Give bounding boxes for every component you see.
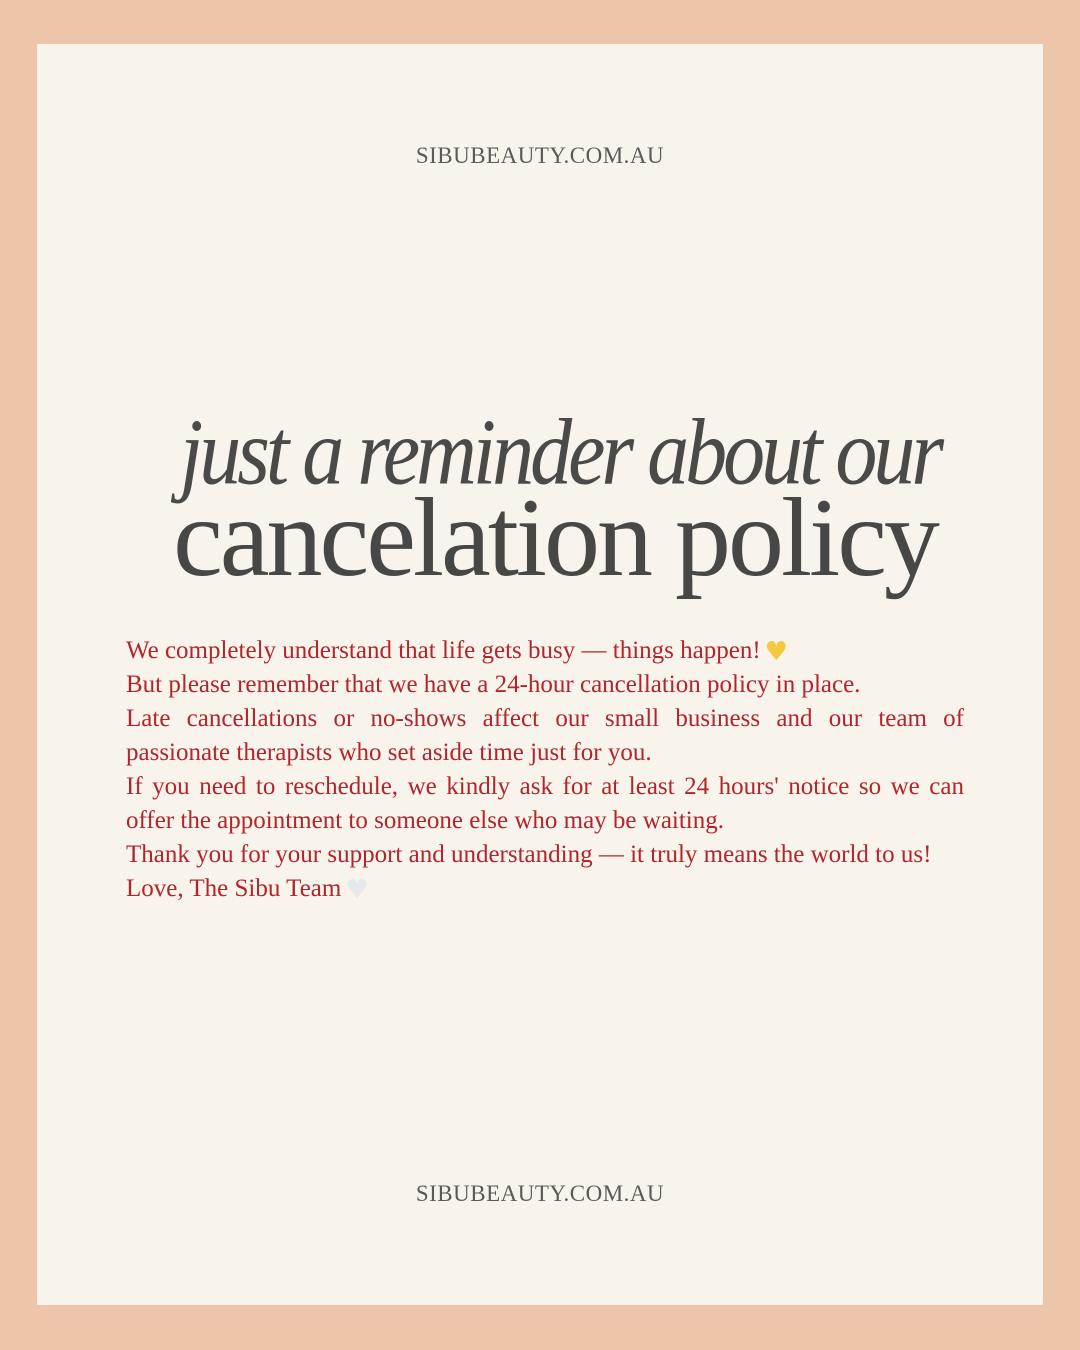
content-card [37, 44, 1043, 1305]
paragraph-signoff [126, 872, 964, 906]
paragraph-thanks: Thank you for your support and understanding — it truly means the world to us! [126, 841, 932, 868]
signoff-text: Love, The Sibu Team [126, 875, 342, 902]
yellow-heart-icon: ♥ [764, 637, 788, 667]
website-url-bottom: SIBUBEAUTY.COM.AU [415, 1181, 665, 1206]
headline-title: cancelation policy [173, 476, 937, 600]
paragraph-reschedule: If you need to reschedule, we kindly ask for at least 24 hours' notice so we can offer the appointment to someone else who may be waiting. [126, 773, 964, 834]
white-heart-icon: ♥ [345, 875, 369, 905]
paragraph-intro-text: We completely understand that life gets busy — things happen! [126, 637, 761, 664]
paragraph-impact: Late cancellations or no-shows affect our small business and our team of passionate therapists who set aside time just for you. [126, 705, 964, 766]
headline-subtitle: just a reminder about our [179, 400, 941, 505]
paragraph-intro [126, 634, 964, 668]
paragraph-policy: But please remember that we have a 24-hour cancellation policy in place. [126, 671, 861, 698]
policy-message [126, 634, 964, 906]
website-url-top: SIBUBEAUTY.COM.AU [415, 143, 665, 168]
